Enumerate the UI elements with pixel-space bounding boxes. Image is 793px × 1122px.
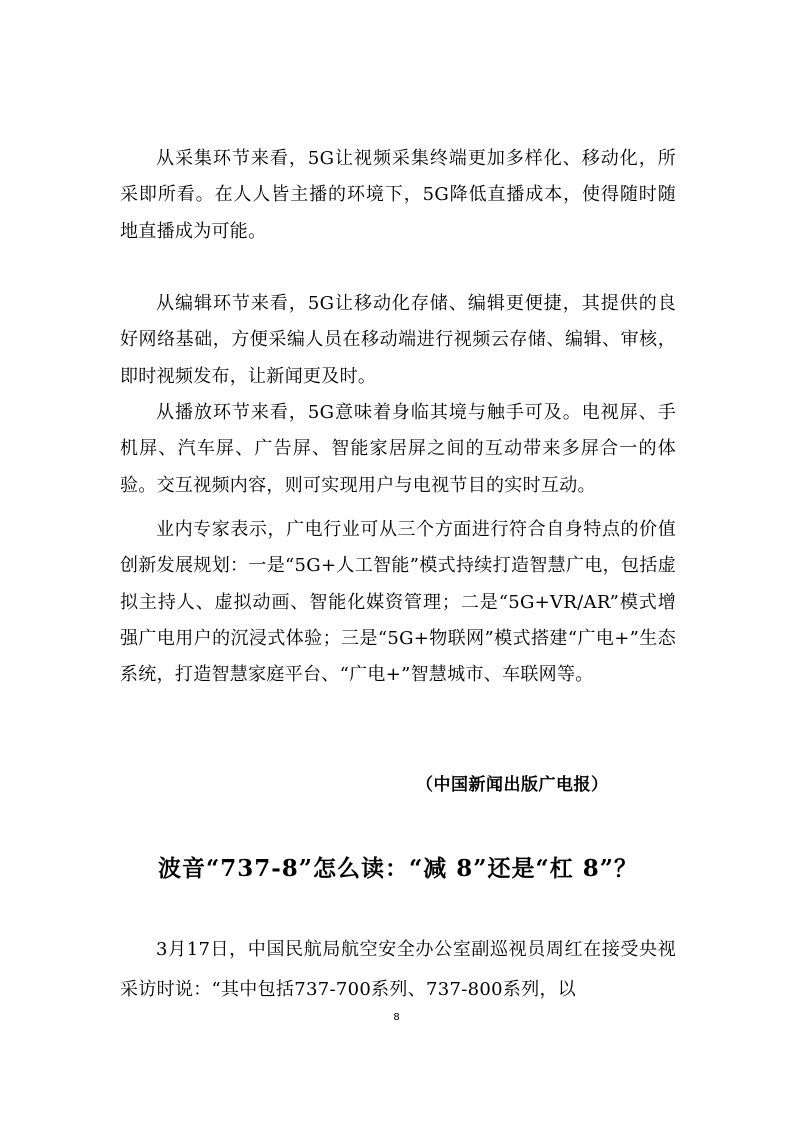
article-paragraph-editing: 从编辑环节来看，5G让移动化存储、编辑更便捷，其提供的良好网络基础，方便采编人员在移动端进行视频云存储、编辑、审核，即时视频发布，让新闻更及时。 (120, 293, 676, 387)
article-paragraph-collection: 从采集环节来看，5G让视频采集终端更加多样化、移动化，所采即所看。在人人皆主播的环境下，5G降低直播成本，使得随时随地直播成为可能。 (120, 148, 676, 242)
article-title: 波音“737-8”怎么读：“减 8”还是“杠 8”？ (158, 855, 638, 882)
article-paragraph-intro: 3月17日，中国民航局航空安全办公室副巡视员周红在接受央视采访时说：“其中包括737-700系列、737-800系列，以 (120, 939, 676, 1000)
page-number: 8 (393, 1012, 400, 1023)
article-paragraph-expert-view: 业内专家表示，广电行业可从三个方面进行符合自身特点的价值创新发展规划：一是“5G+人工智能”模式持续打造智慧广电，包括虚拟主持人、虚拟动画、智能化媒资管理；二是“5G+VR/AR”模式增强广电用户的沉浸式体验；三是“5G+物联网”模式搭建“广电+”生态系统，打造智慧家庭平台、“广电+”智慧城市、车联网等。 (120, 519, 676, 686)
article-paragraph-playback: 从播放环节来看，5G意味着身临其境与触手可及。电视屏、手机屏、汽车屏、广告屏、智能家居屏之间的互动带来多屏合一的体验。交互视频内容，则可实现用户与电视节目的实时互动。 (120, 402, 676, 496)
article-source: （中国新闻出版广电报） (416, 775, 609, 795)
